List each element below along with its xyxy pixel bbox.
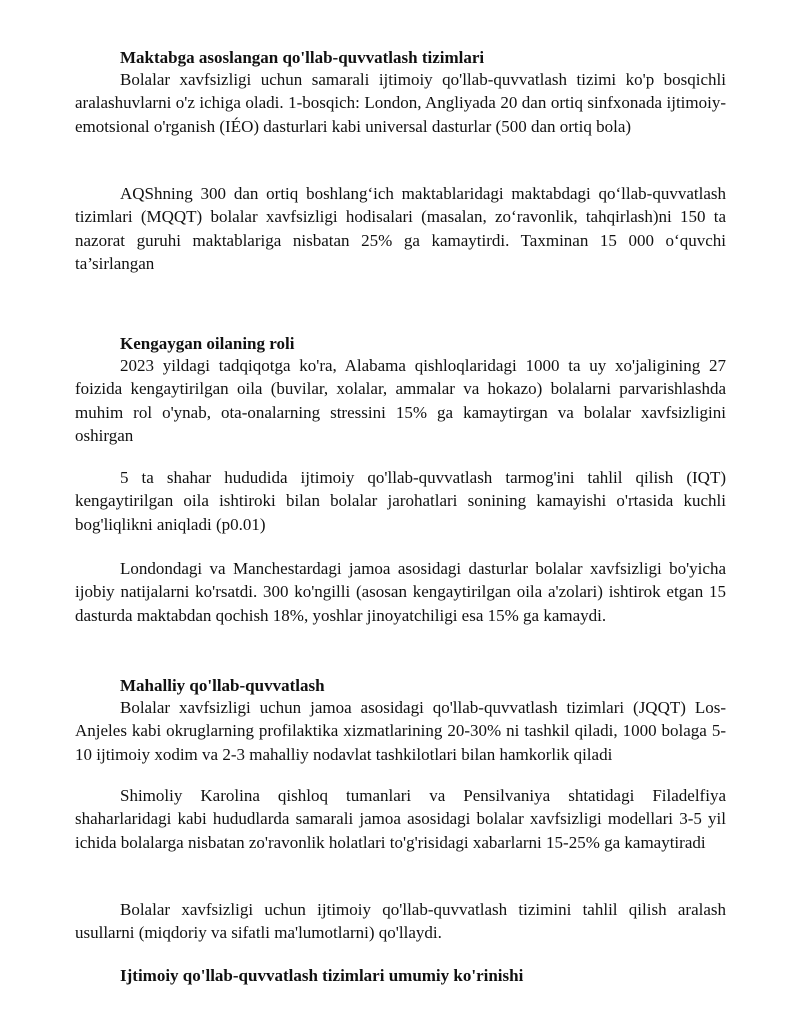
section-heading-overview: Ijtimoiy qo'llab-quvvatlash tizimlari umumiy ko'rinishi (120, 966, 524, 985)
section-heading-local-support: Mahalliy qo'llab-quvvatlash (120, 676, 325, 695)
section-heading-school-support: Maktabga asoslangan qo'llab-quvvatlash tizimlari (120, 48, 485, 67)
paragraph-extended-family-3: Londondagi va Manchestardagi jamoa asosidagi dasturlar bolalar xavfsizligi bo'yicha ijobiy natijalarni ko'rsatdi. 300 ko'ngilli (asosan kengaytirilgan oila a'zolari) ishtirok etgan 15 dasturda maktabdan qochish 18%, yoshlar jinoyatchiligi esa 15% ga kamaydi. (75, 559, 726, 625)
paragraph-extended-family-1: 2023 yildagi tadqiqotga ko'ra, Alabama qishloqlaridagi 1000 ta uy xo'jaligining 27 foizida kengaytirilgan oila (buvilar, xolalar, ammalar va hokazo) bolalarni parvarishlashda muhim rol o'ynab, ota-onalarning stressini 15% ga kamaytirgan va bolalar xavfsizligini oshirgan (75, 356, 726, 446)
paragraph-local-support-3: Bolalar xavfsizligi uchun ijtimoiy qo'llab-quvvatlash tizimini tahlil qilish aralash usullarni (miqdoriy va sifatli ma'lumotlarni) qo'llaydi. (75, 900, 726, 943)
paragraph-local-support-1: Bolalar xavfsizligi uchun jamoa asosidagi qo'llab-quvvatlash tizimlari (JQQT) Los-Anjeles kabi okruglarning profilaktika xizmatlarining 20-30% ni tashkil qiladi, 1000 bolaga 5-10 ijtimoiy xodim va 2-3 mahalliy nodavlat tashkilotlari bilan hamkorlik qiladi (75, 698, 726, 764)
paragraph-extended-family-2: 5 ta shahar hududida ijtimoiy qo'llab-quvvatlash tarmog'ini tahlil qilish (IQT) kengaytirilgan oila ishtiroki bilan bolalar jarohatlari sonining kamayishi o'rtasida kuchli bog'liqlikni aniqladi (p0.01) (75, 468, 726, 534)
section-heading-extended-family: Kengaygan oilaning roli (120, 334, 295, 353)
paragraph-school-support-1: Bolalar xavfsizligi uchun samarali ijtimoiy qo'llab-quvvatlash tizimi ko'p bosqichli aralashuvlarni o'z ichiga oladi. 1-bosqich: London, Angliyada 20 dan ortiq sinfxonada ijtimoiy-emotsional o'rganish (IÉO) dasturlari kabi universal dasturlar (500 dan ortiq bola) (75, 70, 726, 136)
paragraph-school-support-2: AQShning 300 dan ortiq boshlang‘ich maktablaridagi maktabdagi qo‘llab-quvvatlash tizimlari (MQQT) bolalar xavfsizligi hodisalari (masalan, zo‘ravonlik, tahqirlash)ni 150 ta nazorat guruhi maktablariga nisbatan 25% ga kamaytirdi. Taxminan 15 000 o‘quvchi ta’sirlangan (75, 184, 726, 274)
paragraph-local-support-2: Shimoliy Karolina qishloq tumanlari va Pensilvaniya shtatidagi Filadelfiya shaharlaridagi kabi hududlarda samarali jamoa asosidagi bolalar xavfsizligi modellari 3-5 yil ichida bolalarga nisbatan zo'ravonlik holatlari to'g'risidagi xabarlarni 15-25% ga kamaytiradi (75, 786, 726, 852)
